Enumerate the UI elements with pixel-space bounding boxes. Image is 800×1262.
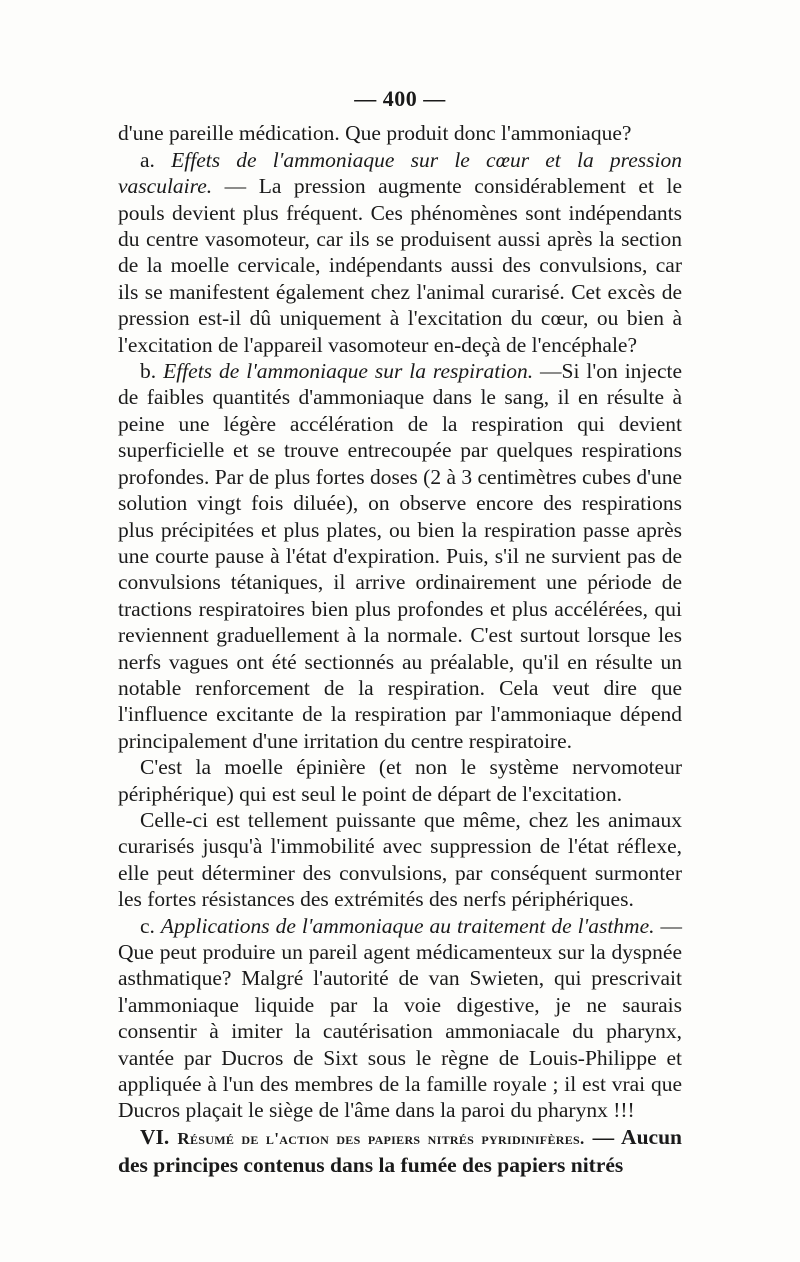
section-marker: c. <box>140 913 161 938</box>
paragraph-text: —Si l'on injecte de faibles quantités d'ammoniaque dans le sang, il en résulte à peine une légère accélération de la respiration qui devient superficielle et se trouve entrecoupée par quelques respirations profondes. Par de plus fortes doses (2 à 3 centimètres cubes d'une solution vingt fois diluée), on observe encore des respirations plus précipitées et plus plates, ou bien la respiration passe après une courte pause à l'état d'expiration. Puis, s'il ne survient pas de convulsions tétaniques, il arrive ordinairement une période de tractions respiratoires bien plus profondes et plus accélérées, qui reviennent graduellement à la normale. C'est surtout lorsque les nerfs vagues ont été sectionnés au préalable, qu'il en résulte un notable renforcement de la respiration. Cela veut dire que l'influence excitante de la respiration par l'ammoniaque dépend principalement d'une irritation du centre respiratoire. <box>118 359 683 753</box>
paragraph-text: d'une pareille médication. Que produit donc l'ammoniaque? <box>118 121 632 146</box>
section-marker: VI. <box>140 1124 178 1149</box>
section-heading: Effets de l'ammoniaque sur le cœur et la pression vasculaire. <box>118 147 682 199</box>
paragraph-continuation <box>118 120 682 146</box>
paragraph-text: — La pression augmente considérablement et le pouls devient plus fréquent. Ces phénomènes sont indépendants du centre vasomoteur, car ils se produisent aussi après la section de la moelle cervicale, indépendants aussi des convulsions, car ils se manifestent également chez l'animal curarisé. Cet excès de pression est-il dû uniquement à l'excitation du cœur, ou bien à l'excitation de l'appareil vasomoteur en-deçà de l'encéphale? <box>118 174 682 357</box>
paragraph-section-c <box>118 913 682 1124</box>
paragraph <box>118 807 682 913</box>
section-heading: Applications de l'ammoniaque au traitement de l'asthme. <box>160 913 655 938</box>
paragraph-text: — Que peut produire un pareil agent médicamenteux sur la dyspnée asthmatique? Malgré l'autorité de van Swieten, qui prescrivait l'ammoniaque liquide par la voie digestive, je ne saurais consentir à imiter la cautérisation ammoniacale du pharynx, vantée par Ducros de Sixt sous le règne de Louis-Philippe et appliquée à l'un des membres de la famille royale ; il est vrai que Ducros plaçait le siège de l'âme dans la paroi du pharynx !!! <box>118 913 683 1123</box>
section-marker: a. <box>140 147 172 172</box>
paragraph-text: Celle-ci est tellement puissante que même, chez les animaux curarisés jusqu'à l'immobilité avec suppression de l'état réflexe, elle peut déterminer des convulsions, par conséquent surmonter les fortes résistances des extrémités des nerfs périphériques. <box>118 807 682 912</box>
paragraph-section-b <box>118 358 682 754</box>
page-number: — 400 — <box>354 86 446 111</box>
page-text-block <box>118 86 682 1179</box>
section-heading: Résumé de l'action des papiers nitrés pyridinifères. <box>177 1128 585 1148</box>
paragraph-text: C'est la moelle épinière (et non le système nervomoteur périphérique) qui est seul le point de départ de l'excitation. <box>118 755 682 806</box>
section-marker: b. <box>140 359 164 384</box>
paragraph-section-a <box>118 147 682 358</box>
section-heading: Effets de l'ammoniaque sur la respiration. <box>163 359 534 384</box>
paragraph-text: — Aucun des principes contenus dans la fumée des papiers nitrés <box>118 1124 682 1178</box>
paragraph <box>118 754 682 807</box>
paragraph-section-vi <box>118 1124 682 1179</box>
